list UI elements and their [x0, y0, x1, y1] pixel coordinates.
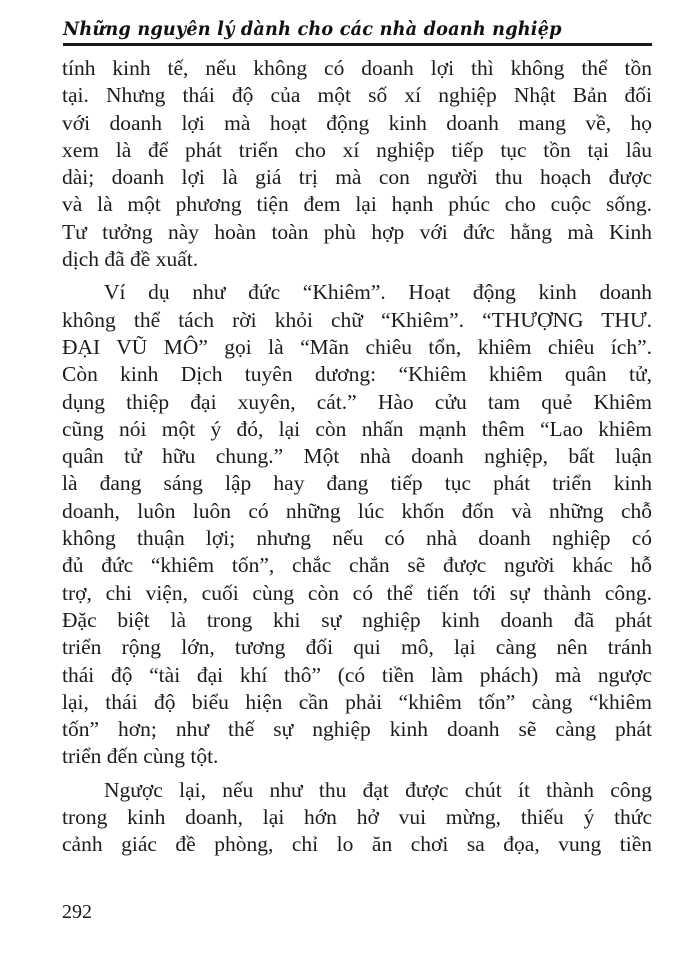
paragraph: [62, 279, 652, 770]
text-line: dài; doanh lợi là giá trị mà con người thu hoạch được: [62, 165, 652, 190]
text-line: xem là để phát triển cho xí nghiệp tiếp tục tồn tại lâu: [62, 137, 652, 162]
text-line: trợ, chi viện, cuối cùng còn có thể tiến tới sự thành công.: [62, 580, 652, 605]
text-line: quân tử hữu chung.” Một nhà doanh nghiệp, bất luận: [62, 444, 652, 469]
text-line: không thuận lợi; nhưng nếu có nhà doanh nghiệp có: [62, 526, 652, 551]
running-header: [63, 16, 653, 46]
header-rule: [63, 43, 652, 46]
text-line: lại, thái độ biểu hiện cần phải “khiêm tốn” càng “khiêm: [62, 689, 652, 714]
running-header-title: Những nguyên lý dành cho các nhà doanh nghiệp: [63, 18, 562, 40]
text-line: tính kinh tế, nếu không có doanh lợi thì không thể tồn: [62, 56, 652, 80]
text-line: triển rộng lớn, tương đối qui mô, lại càng nên tránh: [62, 635, 652, 660]
text-line: cảnh giác đề phòng, chỉ lo ăn chơi sa đọa, vung tiền: [62, 832, 652, 857]
text-line: dịch đã đề xuất.: [62, 247, 199, 272]
text-line: triển đến cùng tột.: [62, 744, 219, 769]
body-text: [62, 55, 652, 859]
paragraph: [62, 777, 652, 859]
text-line: thái độ “tài đại khí thô” (có tiền làm phách) mà ngược: [62, 662, 652, 687]
text-line: ĐẠI VŨ MÔ” gọi là “Mãn chiêu tổn, khiêm chiêu ích”.: [62, 334, 652, 359]
text-line: Còn kinh Dịch tuyên dương: “Khiêm khiêm quân tử,: [62, 362, 652, 387]
text-line: dụng thiệp đại xuyên, cát.” Hào cửu tam quẻ Khiêm: [62, 389, 652, 414]
text-line: và là một phương tiện đem lại hạnh phúc cho cuộc sống.: [62, 192, 652, 217]
text-line: đủ đức “khiêm tốn”, chắc chắn sẽ được người khác hỗ: [62, 553, 652, 578]
text-line: với doanh lợi mà hoạt động kinh doanh mang về, họ: [62, 110, 652, 135]
text-line: không thể tách rời khỏi chữ “Khiêm”. “THƯỢNG THƯ.: [62, 307, 652, 332]
text-line: là đang sáng lập hay đang tiếp tục phát triển kinh: [62, 471, 652, 496]
text-line: trong kinh doanh, lại hớn hở vui mừng, thiếu ý thức: [62, 805, 652, 830]
text-line: cũng nói một ý đó, lại còn nhấn mạnh thêm “Lao khiêm: [62, 416, 652, 441]
page-number: 292: [62, 901, 92, 923]
text-line: doanh, luôn luôn có những lúc khốn đốn và những chỗ: [62, 498, 652, 523]
text-line: tại. Nhưng thái độ của một số xí nghiệp Nhật Bản đối: [62, 83, 652, 108]
text-line: Ngược lại, nếu như thu đạt được chút ít thành công: [104, 777, 652, 802]
text-line: tốn” hơn; như thế sự nghiệp kinh doanh sẽ càng phát: [62, 717, 652, 742]
text-line: Tư tưởng này hoàn toàn phù hợp với đức hằng mà Kinh: [62, 219, 652, 244]
text-line: Ví dụ như đức “Khiêm”. Hoạt động kinh doanh: [104, 280, 652, 305]
text-line: Đặc biệt là trong khi sự nghiệp kinh doanh đã phát: [62, 607, 652, 632]
paragraph: [62, 55, 652, 273]
